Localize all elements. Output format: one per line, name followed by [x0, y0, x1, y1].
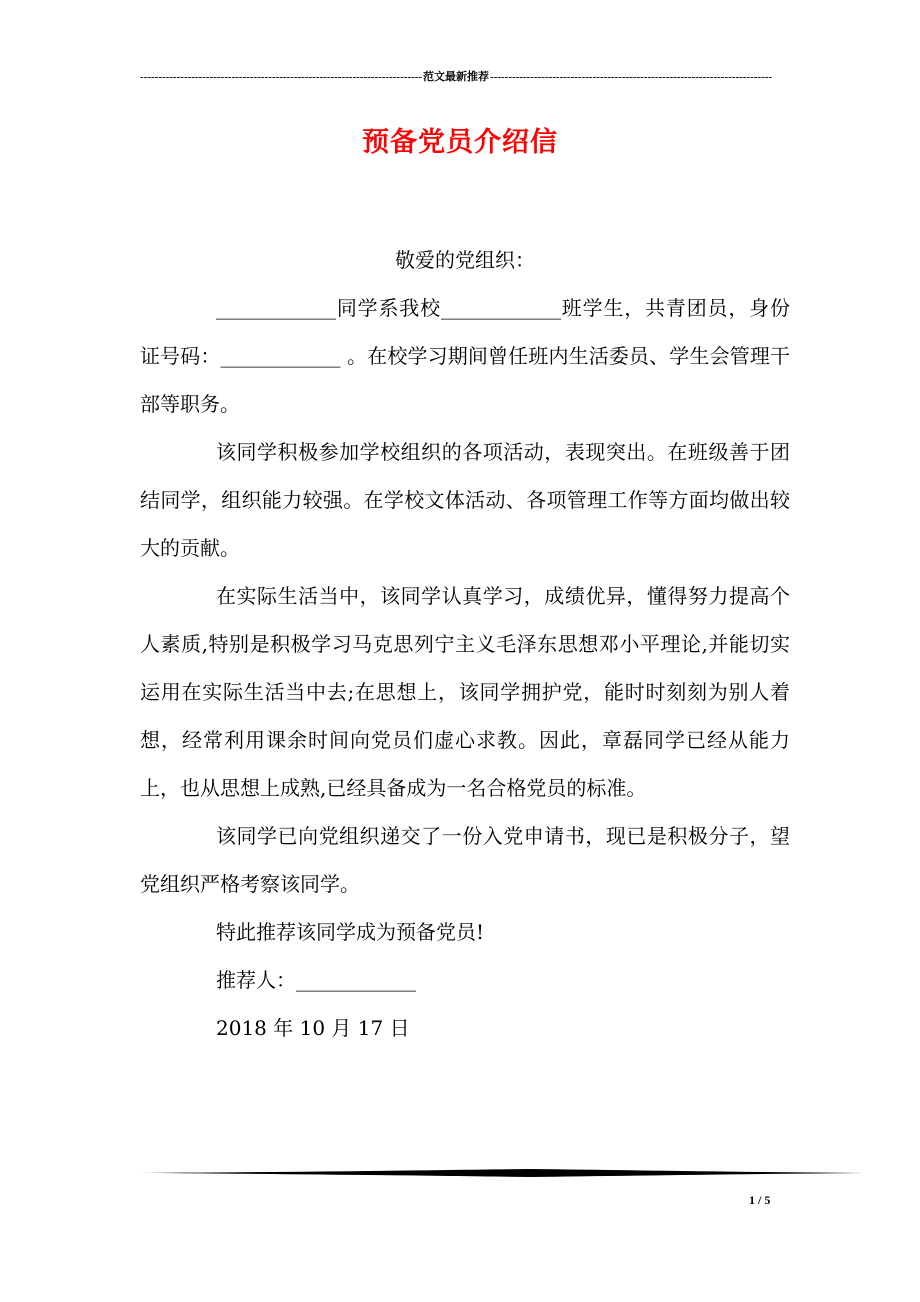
paragraph-1: ____________同学系我校____________班学生，共青团员，身份证号码：____________ 。在校学习期间曾任班内生活委员、学生会管理干部等职务。: [140, 296, 790, 416]
header-dash-right: [490, 70, 772, 84]
paragraph-2: 该同学积极参加学校组织的各项活动，表现突出。在班级善于团结同学，组织能力较强。在学校文体活动、各项管理工作等方面均做出较大的贡献。: [140, 440, 790, 560]
recommender-line: 推荐人：____________: [216, 968, 416, 992]
paragraph-3: 在实际生活当中，该同学认真学习，成绩优异，懂得努力提高个人素质,特别是积极学习马克思列宁主义毛泽东思想邓小平理论,并能切实运用在实际生活当中去;在思想上，该同学拥护党，能时时刻刻为别人着想，经常利用课余时间向党员们虚心求教。因此，章磊同学已经从能力上，也从思想上成熟,已经具备成为一名合格党员的标准。: [140, 584, 790, 800]
date-line: 2018 年 10 月 17 日: [216, 1016, 410, 1040]
header-rule: [140, 70, 772, 84]
letter-body: [140, 236, 790, 1052]
footer-divider: [140, 1165, 864, 1181]
salutation: 敬爱的党组织：: [395, 248, 535, 272]
header-label: 范文最新推荐: [423, 71, 489, 83]
page-title: 预备党员介绍信: [362, 127, 558, 158]
header-dash-left: [140, 70, 422, 84]
paragraph-4: 该同学已向党组织递交了一份入党申请书，现已是积极分子，望党组织严格考察该同学。: [140, 824, 790, 896]
closing-line: 特此推荐该同学成为预备党员!: [216, 920, 485, 944]
page-number: 1 / 5: [749, 1193, 771, 1207]
